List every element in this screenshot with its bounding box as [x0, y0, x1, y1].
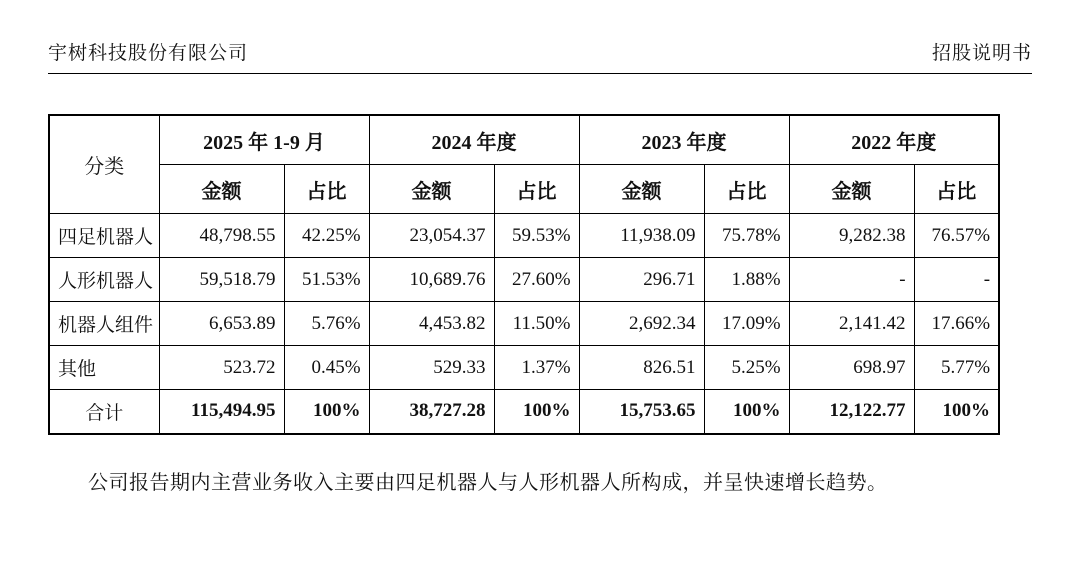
table-header-period-1: 2024 年度 — [369, 115, 579, 165]
row-category: 四足机器人 — [49, 214, 159, 258]
table-subheader-amount-1: 金额 — [369, 165, 494, 214]
cell-percent: 5.77% — [914, 346, 999, 390]
cell-percent: 0.45% — [284, 346, 369, 390]
row-category: 机器人组件 — [49, 302, 159, 346]
cell-amount: 296.71 — [579, 258, 704, 302]
cell-amount: 9,282.38 — [789, 214, 914, 258]
cell-amount: 23,054.37 — [369, 214, 494, 258]
cell-percent-total: 100% — [494, 390, 579, 434]
cell-amount-total: 38,727.28 — [369, 390, 494, 434]
cell-amount-total: 115,494.95 — [159, 390, 284, 434]
cell-percent-total: 100% — [914, 390, 999, 434]
cell-percent: 11.50% — [494, 302, 579, 346]
cell-percent-total: 100% — [704, 390, 789, 434]
cell-percent-total: 100% — [284, 390, 369, 434]
cell-amount: 10,689.76 — [369, 258, 494, 302]
row-category: 其他 — [49, 346, 159, 390]
cell-percent: 51.53% — [284, 258, 369, 302]
table-subheader-amount-3: 金额 — [789, 165, 914, 214]
cell-percent: 17.09% — [704, 302, 789, 346]
cell-percent: 75.78% — [704, 214, 789, 258]
cell-amount-total: 15,753.65 — [579, 390, 704, 434]
table-subheader-amount-0: 金额 — [159, 165, 284, 214]
cell-percent: 59.53% — [494, 214, 579, 258]
table-head — [49, 115, 999, 214]
table-subheader-percent-1: 占比 — [494, 165, 579, 214]
table-row — [49, 258, 999, 302]
cell-amount: 6,653.89 — [159, 302, 284, 346]
cell-percent: 76.57% — [914, 214, 999, 258]
table-row — [49, 214, 999, 258]
cell-amount: - — [789, 258, 914, 302]
table-row — [49, 346, 999, 390]
table-subheader-amount-2: 金额 — [579, 165, 704, 214]
body-paragraph: 公司报告期内主营业务收入主要由四足机器人与人形机器人所构成，并呈快速增长趋势。 — [88, 471, 888, 494]
cell-amount: 2,692.34 — [579, 302, 704, 346]
table-header-period-3: 2022 年度 — [789, 115, 999, 165]
cell-amount: 48,798.55 — [159, 214, 284, 258]
table-total-row — [49, 390, 999, 434]
cell-percent: 1.88% — [704, 258, 789, 302]
table-row — [49, 302, 999, 346]
cell-amount-total: 12,122.77 — [789, 390, 914, 434]
table-header-row-subheaders — [49, 165, 999, 214]
row-category: 人形机器人 — [49, 258, 159, 302]
cell-amount: 523.72 — [159, 346, 284, 390]
cell-amount: 59,518.79 — [159, 258, 284, 302]
table-header-period-0: 2025 年 1-9 月 — [159, 115, 369, 165]
cell-amount: 698.97 — [789, 346, 914, 390]
cell-percent: 17.66% — [914, 302, 999, 346]
cell-amount: 11,938.09 — [579, 214, 704, 258]
row-category-total: 合计 — [49, 390, 159, 434]
cell-amount: 4,453.82 — [369, 302, 494, 346]
table-body — [49, 214, 999, 434]
cell-percent: 42.25% — [284, 214, 369, 258]
cell-percent: 5.76% — [284, 302, 369, 346]
revenue-table-container — [48, 114, 1032, 435]
cell-percent: 27.60% — [494, 258, 579, 302]
cell-percent: 5.25% — [704, 346, 789, 390]
table-subheader-percent-2: 占比 — [704, 165, 789, 214]
cell-amount: 2,141.42 — [789, 302, 914, 346]
cell-amount: 826.51 — [579, 346, 704, 390]
table-subheader-percent-0: 占比 — [284, 165, 369, 214]
table-header-row-periods — [49, 115, 999, 165]
cell-amount: 529.33 — [369, 346, 494, 390]
header-company-name: 宇树科技股份有限公司 — [48, 43, 249, 64]
header-doc-type: 招股说明书 — [931, 43, 1032, 64]
cell-percent: - — [914, 258, 999, 302]
table-subheader-percent-3: 占比 — [914, 165, 999, 214]
cell-percent: 1.37% — [494, 346, 579, 390]
revenue-breakdown-table — [48, 114, 1000, 435]
table-header-category: 分类 — [49, 115, 159, 214]
table-header-period-2: 2023 年度 — [579, 115, 789, 165]
page-header — [48, 0, 1032, 74]
